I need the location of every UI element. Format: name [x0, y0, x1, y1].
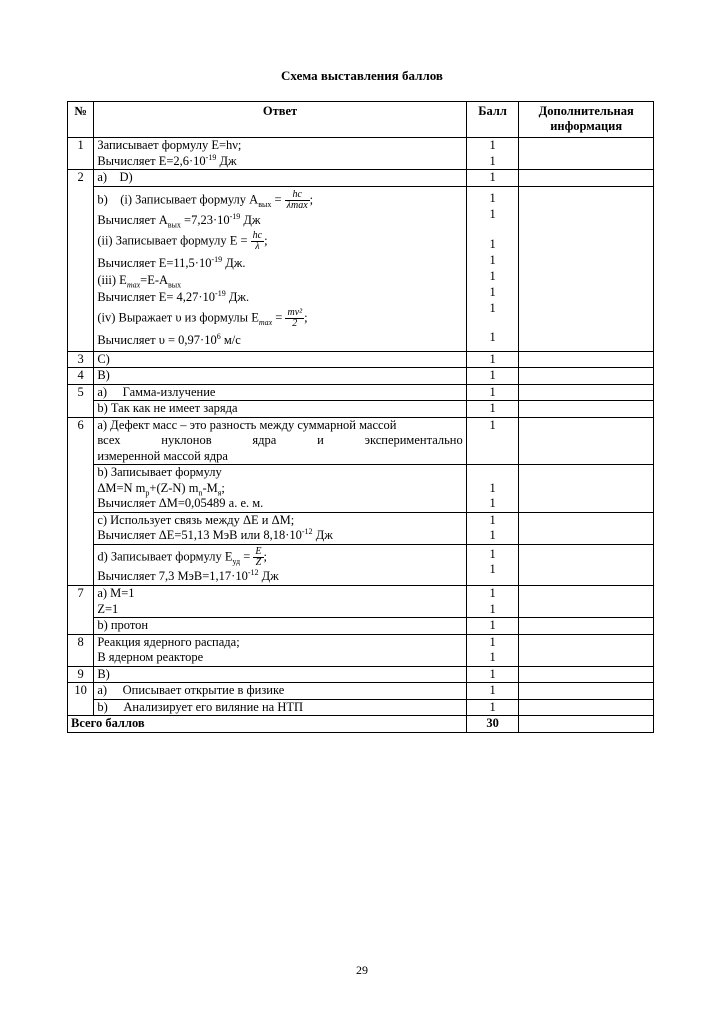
row-number: 2: [68, 170, 94, 352]
extra-cell: [519, 351, 654, 368]
row-number: 7: [68, 586, 94, 635]
score-cell: 1 1: [466, 586, 519, 618]
extra-cell: [519, 384, 654, 401]
answer-cell: B): [94, 666, 466, 683]
answer-cell: b) протон: [94, 618, 466, 635]
score-cell: 1: [466, 699, 519, 716]
extra-cell: [519, 544, 654, 586]
score-cell: 1: [466, 618, 519, 635]
score-cell: 1 1: [466, 512, 519, 544]
table-row: [68, 683, 654, 700]
score-cell: 1 1: [466, 138, 519, 170]
extra-cell: [519, 368, 654, 385]
table-row: [68, 186, 654, 351]
answer-cell: a) D): [94, 170, 466, 187]
score-cell: 1 1: [466, 544, 519, 586]
answer-cell: b) Так как не имеет заряда: [94, 401, 466, 418]
answer-cell: a) Описывает открытие в физике: [94, 683, 466, 700]
scoring-table: [67, 101, 654, 733]
answer-cell: Реакция ядерного распада; В ядерном реакторе: [94, 634, 466, 666]
extra-cell: [519, 666, 654, 683]
total-label: Всего баллов: [68, 716, 467, 733]
score-cell: 1 1 1 1 1 1 1 1: [466, 186, 519, 351]
table-row: [68, 699, 654, 716]
answer-cell: C): [94, 351, 466, 368]
table-row: [68, 368, 654, 385]
score-cell: 1: [466, 368, 519, 385]
answer-cell: b) Записывает формулу ΔM=N $m_p+(Z-N)$ $m_n-M_я$; Вычисляет ΔM=0,05489 а. е. м.: [94, 465, 466, 513]
row-number: 8: [68, 634, 94, 666]
score-cell: 1: [466, 351, 519, 368]
row-number: 1: [68, 138, 94, 170]
table-row: [68, 634, 654, 666]
extra-cell: [519, 683, 654, 700]
row-number: 5: [68, 384, 94, 417]
answer-cell: b) Анализирует его виляние на НТП: [94, 699, 466, 716]
answer-cell: Записывает формулу E=hν; Вычисляет $E=2,6\cdot 10^{-19}$ Дж: [94, 138, 466, 170]
score-cell: 1: [466, 401, 519, 418]
table-row: [68, 170, 654, 187]
extra-cell: [519, 186, 654, 351]
header-score: Балл: [466, 102, 519, 138]
extra-cell: [519, 618, 654, 635]
row-number: 4: [68, 368, 94, 385]
table-row: [68, 351, 654, 368]
table-row: [68, 544, 654, 586]
extra-cell: [519, 417, 654, 465]
table-row: [68, 618, 654, 635]
answer-cell: a) Дефект масс – это разность между суммарной массой всех нуклонов ядра и экспериментально измеренной массой ядра: [94, 417, 466, 465]
extra-cell: [519, 634, 654, 666]
row-number: 10: [68, 683, 94, 716]
extra-cell: [519, 716, 654, 733]
score-cell: 1: [466, 683, 519, 700]
table-row: [68, 465, 654, 513]
row-number: 6: [68, 417, 94, 586]
page-title: Схема выставления баллов: [281, 68, 443, 83]
header-answer: Ответ: [94, 102, 466, 138]
table-row: [68, 417, 654, 465]
score-cell: 1: [466, 384, 519, 401]
answer-cell: d) Записывает формулу $E_{уд}$ = $\frac{E}{Z}$ ; Вычисляет 7,3 $МэВ=1,17\cdot 10^{-12}$ Дж: [94, 544, 466, 586]
header-num: №: [68, 102, 94, 138]
score-cell: 1: [466, 170, 519, 187]
total-row: [68, 716, 654, 733]
table-row: [68, 586, 654, 618]
score-cell: 1 1: [466, 634, 519, 666]
extra-cell: [519, 170, 654, 187]
answer-cell: b) (i) Записывает формулу $A_{вых}$ = $\frac{hc}{\lambda\max}$ ; Вычисляет $A_{вых} =7,23\cdot 10^{-19}$ Дж (ii) Записывает формулу E = $\frac{hc}{\lambda}$ ; Вычисляет $E=11,5\cdot 10^{-19}$ Дж. (iii) $E_{max}=E-A_{вых}$ Вычисляет $E= 4,27\cdot 10^{-19}$ Дж. (iv) Выражает υ из формулы $E_{max}$ = $\frac{\text{mv²}}{2}$ ; Вычисляет $\upsilon = 0,97\cdot 10^6$ м/с: [94, 186, 466, 351]
table-header-row: [68, 102, 654, 138]
row-number: 9: [68, 666, 94, 683]
extra-cell: [519, 138, 654, 170]
answer-cell: B): [94, 368, 466, 385]
score-cell: 1: [466, 666, 519, 683]
page-number: 29: [356, 963, 368, 977]
extra-cell: [519, 699, 654, 716]
table-row: [68, 512, 654, 544]
answer-cell: a) Гамма-излучение: [94, 384, 466, 401]
score-cell: 1: [466, 417, 519, 465]
row-number: 3: [68, 351, 94, 368]
extra-cell: [519, 586, 654, 618]
table-row: [68, 384, 654, 401]
header-extra: Дополнительная информация: [519, 102, 654, 138]
score-cell: 1 1: [466, 465, 519, 513]
total-value: 30: [466, 716, 519, 733]
extra-cell: [519, 512, 654, 544]
table-row: [68, 666, 654, 683]
answer-cell: c) Использует связь между ΔE и ΔM; Вычисляет ΔE=51,13 МэВ или $8,18\cdot 10^{-12}$ Дж: [94, 512, 466, 544]
table-row: [68, 401, 654, 418]
extra-cell: [519, 401, 654, 418]
answer-cell: a) M=1 Z=1: [94, 586, 466, 618]
table-row: [68, 138, 654, 170]
extra-cell: [519, 465, 654, 513]
